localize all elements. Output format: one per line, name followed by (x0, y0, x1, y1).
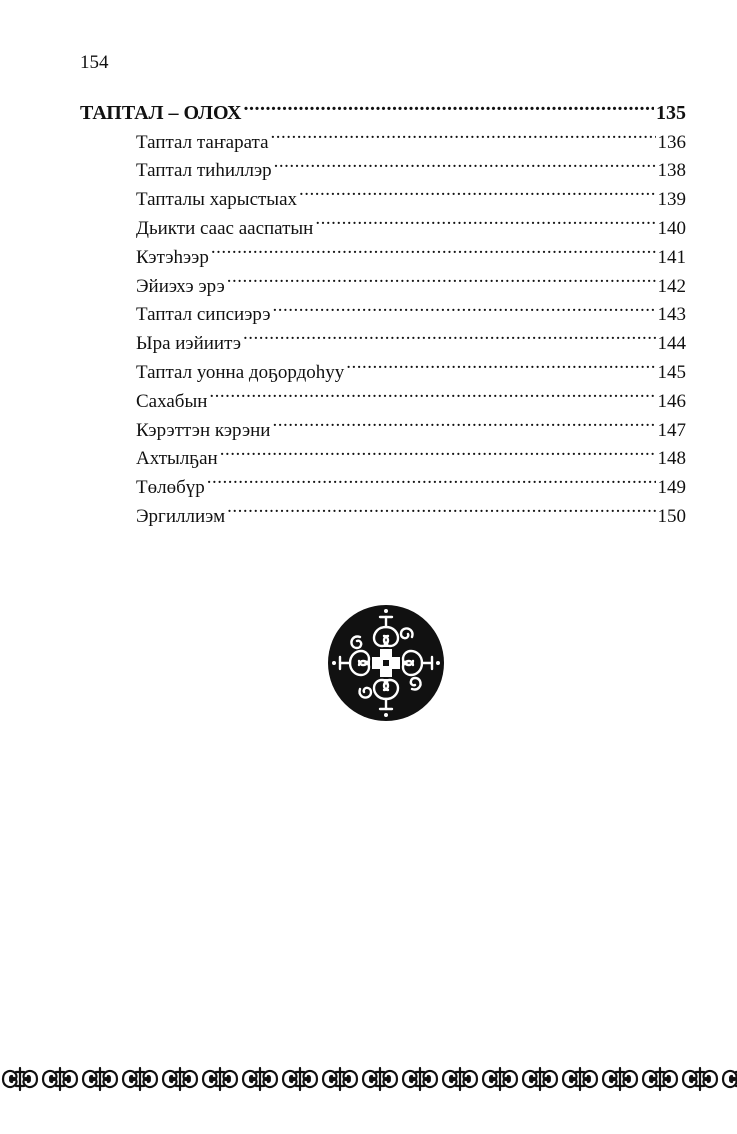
toc-leader-dots (274, 148, 656, 177)
ornament-border-icon (0, 1064, 737, 1094)
toc-entry-title: Таптал уонна доҕордоһуу (136, 361, 345, 383)
page-number: 154 (80, 52, 109, 73)
toc-entry-page: 140 (657, 217, 686, 239)
toc-leader-dots (243, 90, 654, 119)
toc-entry-title: Дьикти саас ааспатын (136, 217, 314, 239)
toc-entry-page: 149 (657, 477, 686, 499)
toc-leader-dots (271, 119, 656, 148)
toc-entry-page: 145 (657, 361, 686, 383)
toc-leader-dots (273, 292, 656, 321)
toc-leader-dots (299, 176, 656, 205)
toc-section-title: ТАПТАЛ – ОЛОХ (80, 101, 242, 124)
toc-leader-dots (346, 349, 655, 378)
toc-entry-title: Таптал тиһиллэр (136, 160, 272, 182)
toc-leader-dots (220, 436, 656, 465)
toc-entry-title: Эргиллиэм (136, 505, 226, 527)
toc-entry-page: 142 (657, 275, 686, 297)
toc-entry-page: 141 (657, 246, 686, 268)
toc-entry-title: Төлөбүр (136, 477, 205, 499)
toc-entry-title: Эйиэхэ эрэ (136, 275, 225, 297)
toc-entry-page: 143 (657, 304, 686, 326)
toc-entry-title: Ахтылҕан (136, 448, 218, 470)
toc-leader-dots (209, 378, 655, 407)
toc-entry-title: Кэтэһээр (136, 246, 209, 268)
toc-entries (80, 119, 686, 527)
toc-entry-page: 139 (657, 189, 686, 211)
toc-leader-dots (243, 320, 655, 349)
toc-entry-page: 136 (657, 131, 686, 153)
toc-entry-title: Ыра иэйиитэ (136, 333, 242, 355)
toc-leader-dots (207, 464, 656, 493)
table-of-contents (80, 90, 686, 527)
ornament-medallion-icon (326, 603, 446, 723)
toc-leader-dots (315, 205, 655, 234)
toc-leader-dots (272, 407, 655, 436)
toc-entry-page: 148 (657, 448, 686, 470)
toc-entry-page: 146 (657, 390, 686, 412)
toc-entry-title: Кэрэттэн кэрэни (136, 419, 271, 441)
toc-entry-title: Таптал сипсиэрэ (136, 304, 271, 326)
toc-entry-page: 138 (657, 160, 686, 182)
toc-entry-page: 144 (657, 333, 686, 355)
toc-entry-title: Сахабын (136, 390, 208, 412)
toc-entry-title: Таптал таҥарата (136, 131, 269, 153)
toc-entry-title: Тапталы харыстыах (136, 189, 297, 211)
toc-section-heading (80, 90, 686, 124)
toc-entry-page: 150 (657, 505, 686, 527)
toc-leader-dots (227, 493, 655, 522)
toc-entry-page: 147 (657, 419, 686, 441)
toc-leader-dots (227, 263, 656, 292)
toc-section-page: 135 (656, 101, 686, 124)
toc-leader-dots (211, 234, 656, 263)
